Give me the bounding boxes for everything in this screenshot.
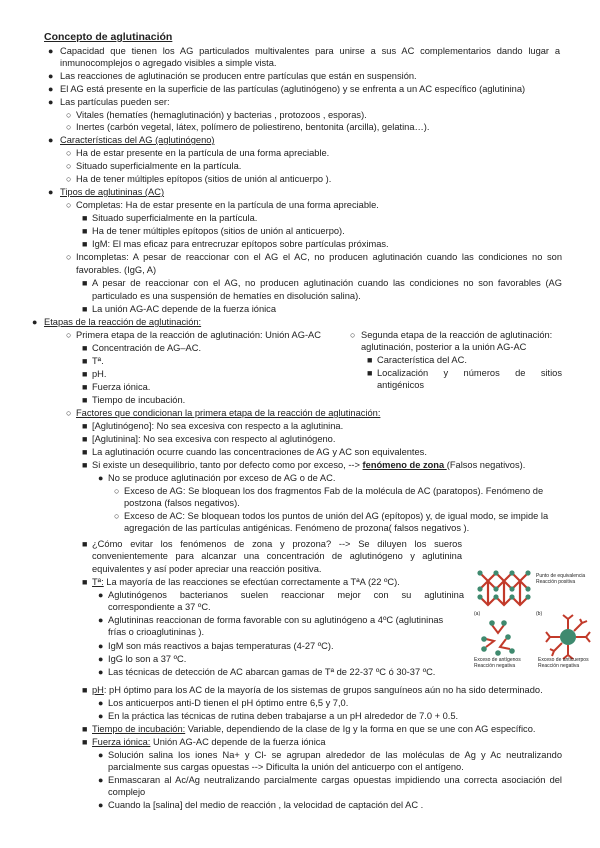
circle-bullet-icon: ○	[66, 148, 72, 158]
figure-label-b: (b)	[536, 611, 543, 617]
text-line: Primera etapa de la reacción de aglutinación: Unión AG-AC	[76, 330, 321, 340]
text-line: Las técnicas de detección de AC abarcan gamas de Tª de 22-37 ºC ó 30-37 ºC.	[108, 667, 436, 677]
text-line: Localización y números de sitios	[377, 368, 562, 378]
bullet-icon: ●	[48, 46, 54, 56]
text-line: A pesar de reaccionar con el AG, no producen aglutinación cuando las condiciones no son favorables (AG	[92, 278, 562, 288]
text-line: Aglutinógenos bacterianos suelen reaccionar mejor con su aglutinina	[108, 590, 464, 600]
bullet-icon: ●	[48, 135, 54, 145]
bullet-icon: ●	[98, 654, 104, 664]
text-line: IgM son más reactivos a bajas temperaturas (4-27 ºC).	[108, 641, 334, 651]
square-bullet-icon: ■	[82, 278, 88, 288]
text-line: Exceso de AG: Se bloquean los dos fragmentos Fab de la molécula de AC (paratopos). Fenómeno de	[124, 486, 544, 496]
text-line: La aglutinación ocurre cuando las concentraciones de AG y AC son equivalentes.	[92, 447, 427, 457]
bullet-icon: ●	[48, 97, 54, 107]
text-line: Situado superficialmente en la partícula.	[92, 213, 258, 223]
text-line: El AG está presente en la superficie de las partículas (aglutinógeno) y se enfrenta a un AC específico (aglutinina)	[60, 84, 526, 94]
text-line: frías o crioaglutininas ).	[108, 627, 205, 637]
bullet-icon: ●	[98, 667, 104, 677]
square-bullet-icon: ■	[82, 685, 88, 695]
figure-label-a: (a)	[474, 611, 481, 617]
square-bullet-icon: ■	[82, 447, 88, 457]
square-bullet-icon: ■	[82, 343, 88, 353]
square-bullet-icon: ■	[82, 434, 88, 444]
text-line: Aglutininas reaccionan de forma favorable con su aglutinógeno a 4ºC (aglutininas	[108, 615, 444, 625]
bullet-icon: ●	[98, 711, 104, 721]
circle-bullet-icon: ○	[66, 174, 72, 184]
figure-label-bl1: Exceso de antígenos	[474, 657, 521, 663]
text-line: Las reacciones de aglutinación se producen entre partículas que están en suspensión.	[60, 71, 417, 81]
text-line: Fuerza iónica.	[92, 382, 151, 392]
bullet-icon: ●	[98, 641, 104, 651]
square-bullet-icon: ■	[82, 539, 88, 549]
figure-label-bl2: Reacción negativa	[474, 663, 516, 669]
square-bullet-icon: ■	[82, 213, 88, 223]
page-title: Concepto de aglutinación	[44, 31, 173, 43]
bullet-icon: ●	[98, 590, 104, 600]
text-line: Los anticuerpos anti-D tienen el pH óptimo entre 6,5 y 7,0.	[108, 698, 349, 708]
text-line: Fuerza iónica: Unión AG-AC depende de la fuerza iónica	[92, 737, 326, 747]
square-bullet-icon: ■	[82, 577, 88, 587]
circle-bullet-icon: ○	[350, 330, 356, 340]
text-line: Solución salina los iones Na+ y Cl- se agrupan alrededor de las moléculas de Ag y Ac neutralizando	[108, 750, 562, 760]
text-line: Característica del AC.	[377, 355, 467, 365]
text-line: Tª.	[92, 356, 104, 366]
text-line: Inertes (carbón vegetal, látex, polímero de poliestireno, bentonita (arcilla), gelatina…).	[76, 122, 430, 132]
text-line: Enmascaran al Ac/Ag neutralizando parcialmente cargas opuestas impidiendo una correcta asociación del	[108, 775, 562, 785]
text-line: postzona (falsos negativos).	[124, 498, 240, 508]
text-line: convenientemente para alcanzar una concentración de aglutinógeno y aglutinina	[92, 551, 462, 561]
text-line: favorables. (IgG, A)	[76, 265, 157, 275]
circle-bullet-icon: ○	[114, 511, 120, 521]
square-bullet-icon: ■	[82, 382, 88, 392]
antibody-excess-cluster	[546, 615, 590, 659]
text-line: complejo	[108, 787, 146, 797]
section-heading: Etapas de la reacción de aglutinación:	[44, 317, 202, 327]
text-line: Ha de estar presente en la partícula de una forma apreciable.	[76, 148, 330, 158]
text-line: No se produce aglutinación por exceso de AG o de AC.	[108, 473, 336, 483]
square-bullet-icon: ■	[367, 368, 373, 378]
text-line: Las partículas pueden ser:	[60, 97, 170, 107]
circle-bullet-icon: ○	[66, 200, 72, 210]
square-bullet-icon: ■	[82, 226, 88, 236]
square-bullet-icon: ■	[82, 724, 88, 734]
text-line: Ha de tener múltiples epítopos (sitios de unión al anticuerpo).	[92, 226, 345, 236]
square-bullet-icon: ■	[82, 239, 88, 249]
square-bullet-icon: ■	[82, 737, 88, 747]
agglutination-illustration	[472, 563, 600, 671]
text-line: ¿Cómo evitar los fenómenos de zona y prozona? --> Se diluyen los sueros	[92, 539, 462, 549]
figure-label-br1: Exceso de anticuerpos	[538, 657, 589, 663]
text-line: Segunda etapa de la reacción de aglutinación:	[361, 330, 553, 340]
text-line: equivalentes y así poder apreciar una reacción positiva.	[92, 564, 322, 574]
text-line: Exceso de AC: Se bloquean todos los puntos de unión del AG (epítopos) y, de igual modo, se impide la	[124, 511, 549, 521]
section-heading: Tipos de aglutininas (AC)	[60, 187, 165, 197]
circle-bullet-icon: ○	[66, 408, 72, 418]
text-line: [Aglutinina]: No sea excesiva con respecto al aglutinógeno.	[92, 434, 336, 444]
text-line: En la práctica las técnicas de rutina deben trabajarse a un pH alrededor de 7.0 + 0.5.	[108, 711, 459, 721]
text-line: agregación de las partículas antigénicas. Fenómeno de prozona( falsos negativos ).	[124, 523, 470, 533]
square-bullet-icon: ■	[82, 304, 88, 314]
text-line: Situado superficialmente en la partícula.	[76, 161, 242, 171]
text-line: pH.	[92, 369, 107, 379]
text-line: Tiempo de incubación: Variable, dependiendo de la clase de Ig y la forma en que se une con AG específico.	[92, 724, 536, 734]
bullet-icon: ●	[32, 317, 38, 327]
text-line: Completas: Ha de estar presente en la partícula de una forma apreciable.	[76, 200, 379, 210]
circle-bullet-icon: ○	[66, 161, 72, 171]
text-line: [Aglutinógeno]: No sea excesiva con respecto a la aglutinina.	[92, 421, 344, 431]
text-line: pH: pH óptimo para los AC de la mayoría de los sistemas de grupos sanguíneos aún no ha sido determinado.	[92, 685, 543, 695]
lattice-positive	[477, 570, 530, 605]
text-line: Incompletas: A pesar de reaccionar con el AG el AC, no producen aglutinación cuando las condiciones no son	[76, 252, 562, 262]
bullet-icon: ●	[98, 698, 104, 708]
text-line: correspondiente a 37 ºC.	[108, 602, 211, 612]
square-bullet-icon: ■	[82, 356, 88, 366]
text-line: antigénicos	[377, 380, 425, 390]
text-line: La unión AG-AC depende de la fuerza iónica	[92, 304, 276, 314]
text-line: Concentración de AG–AC.	[92, 343, 202, 353]
text-line: IgG lo son a 37 ºC.	[108, 654, 187, 664]
bullet-icon: ●	[98, 615, 104, 625]
section-heading: Factores que condicionan la primera etapa de la reacción de aglutinación:	[76, 408, 381, 418]
circle-bullet-icon: ○	[66, 110, 72, 120]
bullet-icon: ●	[48, 187, 54, 197]
bullet-icon: ●	[98, 750, 104, 760]
circle-bullet-icon: ○	[114, 486, 120, 496]
text-line: Ha de tener múltiples epítopos (sitios de unión al anticuerpo ).	[76, 174, 332, 184]
text-line: IgM: El mas eficaz para entrecruzar epítopos sobre partículas próximas.	[92, 239, 389, 249]
figure-label-br2: Reacción negativa	[538, 663, 580, 669]
circle-bullet-icon: ○	[66, 252, 72, 262]
square-bullet-icon: ■	[82, 395, 88, 405]
square-bullet-icon: ■	[367, 355, 373, 365]
text-line: Cuando la [salina] del medio de reacción , la velocidad de captación del AC .	[108, 800, 424, 810]
text-line: Tiempo de incubación.	[92, 395, 186, 405]
text-line: inmunocomplejos o agregado visibles a simple vista.	[60, 58, 277, 68]
circle-bullet-icon: ○	[66, 330, 72, 340]
text-line: particulado es una suspensión de hematíes en disolución salina).	[92, 291, 361, 301]
bullet-icon: ●	[98, 800, 104, 810]
square-bullet-icon: ■	[82, 369, 88, 379]
text-line: aglutinación, posterior a la unión AG-AC	[361, 342, 527, 352]
square-bullet-icon: ■	[82, 460, 88, 470]
text-line: Vitales (hematíes (hemaglutinación) y bacterias , protozoos , esporas).	[76, 110, 367, 120]
text-line: Capacidad que tienen los AG particulados multivalentes para unirse a sus AC complementarios dando lugar a	[60, 46, 560, 56]
text-line: Si existe un desequilibrio, tanto por defecto como por exceso, --> fenómeno de zona (Falsos negativos).	[92, 460, 526, 470]
bullet-icon: ●	[48, 84, 54, 94]
text-line: Tª: La mayoría de las reacciones se efectúan correctamente a TªA (22 ºC).	[92, 577, 400, 587]
fenomeno-zona-term: fenómeno de zona	[362, 460, 447, 470]
bullet-icon: ●	[98, 775, 104, 785]
circle-bullet-icon: ○	[66, 122, 72, 132]
antigen-excess-cluster	[481, 620, 515, 656]
bullet-icon: ●	[48, 71, 54, 81]
square-bullet-icon: ■	[82, 421, 88, 431]
figure-label-top: Punto de equivalencia	[536, 573, 586, 579]
text-line: parcialmente sus cargas opuestas --> Dificulta la unión del anticuerpo con el antígeno.	[108, 762, 464, 772]
figure-label-top2: Reacción positiva	[536, 579, 576, 585]
bullet-icon: ●	[98, 473, 104, 483]
section-heading: Características del AG (aglutinógeno)	[60, 135, 215, 145]
